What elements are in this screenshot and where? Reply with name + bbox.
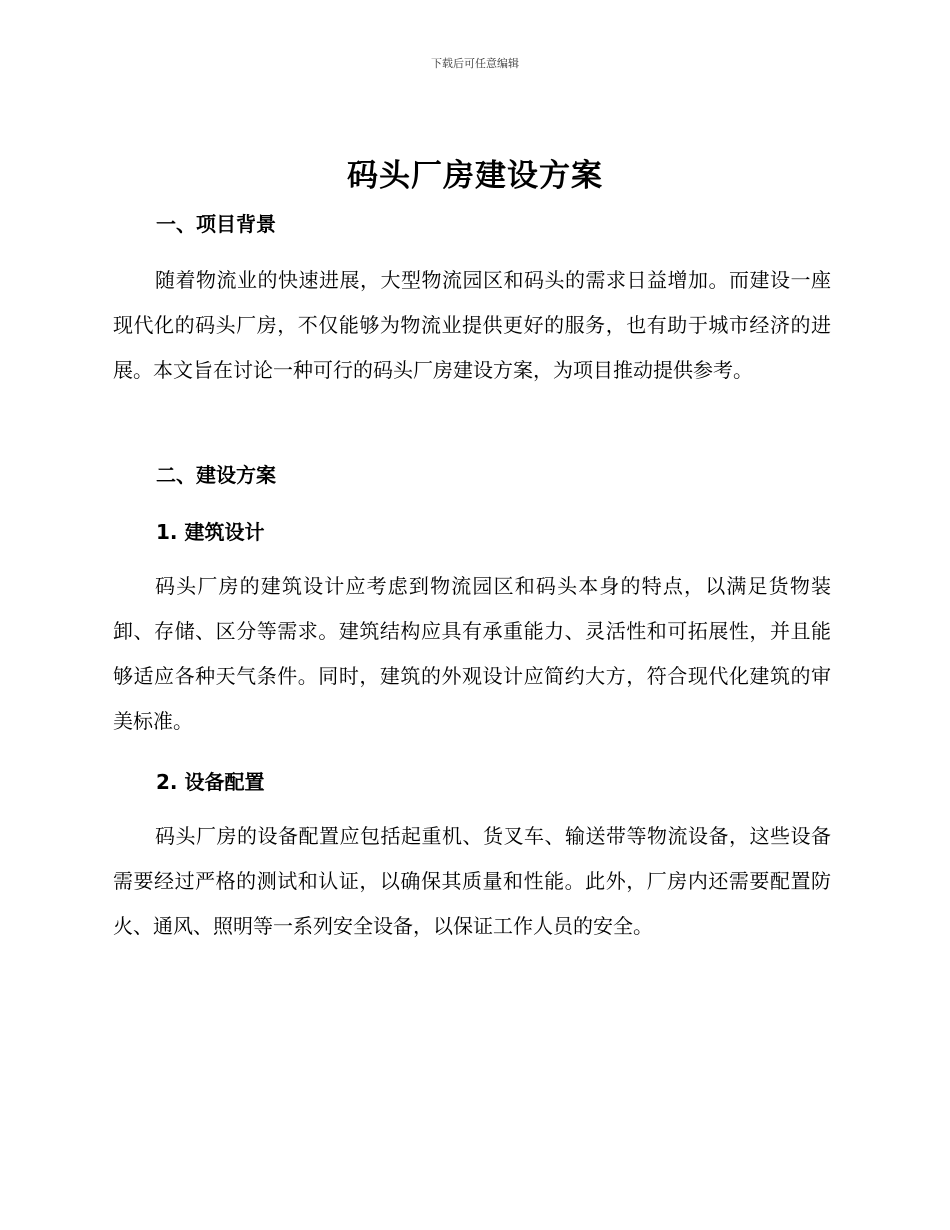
paragraph-architectural-design: 码头厂房的建筑设计应考虑到物流园区和码头本身的特点，以满足货物装卸、存储、区分等需求。建筑结构应具有承重能力、灵活性和可拓展性，并且能够适应各种天气条件。同时，建筑的外观设计应简约大方，符合现代化建筑的审美标准。 [113, 574, 831, 733]
heading-construction-plan: 二、建设方案 [156, 463, 276, 487]
document-title: 码头厂房建设方案 [347, 158, 603, 194]
header-note: 下载后可任意编辑 [431, 57, 519, 70]
heading-equipment-configuration: 2. 设备配置 [156, 770, 265, 794]
paragraph-equipment-configuration: 码头厂房的设备配置应包括起重机、货叉车、输送带等物流设备，这些设备需要经过严格的测试和认证，以确保其质量和性能。此外，厂房内还需要配置防火、通风、照明等一系列安全设备，以保证工作人员的安全。 [113, 824, 831, 938]
paragraph-project-background: 随着物流业的快速进展，大型物流园区和码头的需求日益增加。而建设一座现代化的码头厂房，不仅能够为物流业提供更好的服务，也有助于城市经济的进展。本文旨在讨论一种可行的码头厂房建设方案，为项目推动提供参考。 [113, 268, 831, 382]
heading-project-background: 一、项目背景 [156, 212, 276, 236]
heading-architectural-design: 1. 建筑设计 [156, 520, 265, 544]
